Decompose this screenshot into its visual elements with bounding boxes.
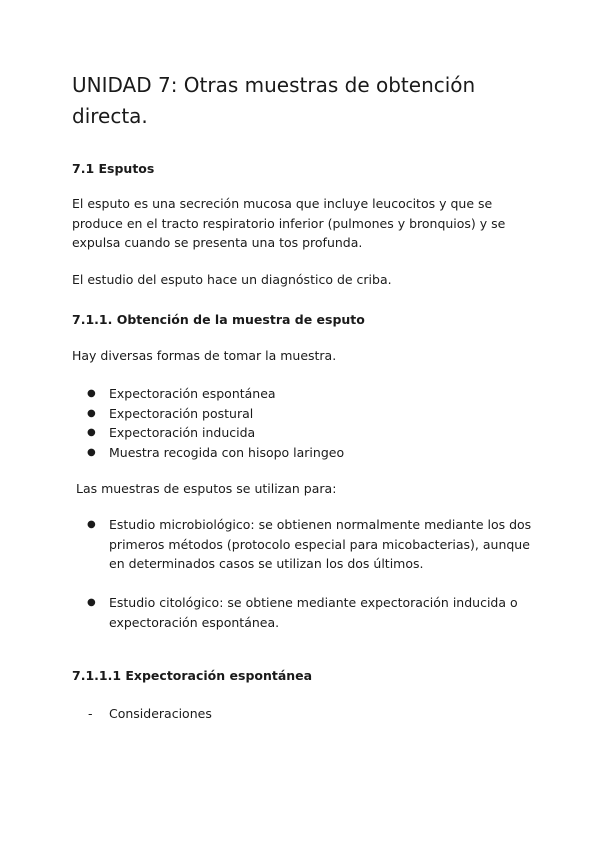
list-item-text: Estudio citológico: se obtiene mediante expectoración inducida o expectoración espontánea. <box>109 595 518 630</box>
list-item <box>72 593 542 632</box>
document-title: UNIDAD 7: Otras muestras de obtención directa. <box>72 73 476 128</box>
paragraph-usos-intro: Las muestras de esputos se utilizan para: <box>72 481 337 496</box>
paragraph-estudio-esputo: El estudio del esputo hace un diagnóstico de criba. <box>72 272 392 287</box>
list-item <box>72 443 542 463</box>
list-item <box>72 404 542 424</box>
bullet-icon: ● <box>87 427 96 438</box>
list-item <box>72 423 542 443</box>
list-usos <box>72 515 542 632</box>
bullet-icon: ● <box>87 446 96 458</box>
list-item-text: Expectoración inducida <box>109 425 256 440</box>
list-item-text: Estudio microbiológico: se obtienen normalmente mediante los dos primeros métodos (protocolo especial para micobacterias), aunque en determinados casos se utilizan los dos últimos. <box>109 517 532 571</box>
dash-icon: - <box>88 706 93 721</box>
bullet-icon: ● <box>87 388 96 399</box>
bullet-icon: ● <box>87 407 96 419</box>
list-item-text: Expectoración postural <box>109 405 254 421</box>
list-item-text: Consideraciones <box>109 706 212 721</box>
list-consideraciones <box>72 704 542 724</box>
paragraph-esputo-definicion: El esputo es una secreción mucosa que incluye leucocitos y que se produce en el tracto respiratorio inferior (pulmones y bronquios) y se expulsa cuando se presenta una tos profunda. <box>72 196 506 250</box>
bullet-icon: ● <box>87 597 96 608</box>
paragraph-formas-intro: Hay diversas formas de tomar la muestra. <box>72 348 337 363</box>
bullet-icon: ● <box>87 519 96 530</box>
list-item <box>72 384 542 404</box>
list-item <box>72 704 542 724</box>
list-item-text: Expectoración espontánea <box>109 386 276 401</box>
section-heading-obtencion: 7.1.1. Obtención de la muestra de esputo <box>72 312 365 327</box>
list-item-text: Muestra recogida con hisopo laringeo <box>109 444 345 460</box>
section-heading-esputos: 7.1 Esputos <box>72 161 155 176</box>
list-formas <box>72 384 542 462</box>
list-item <box>72 515 542 574</box>
section-heading-espontanea: 7.1.1.1 Expectoración espontánea <box>72 668 313 683</box>
